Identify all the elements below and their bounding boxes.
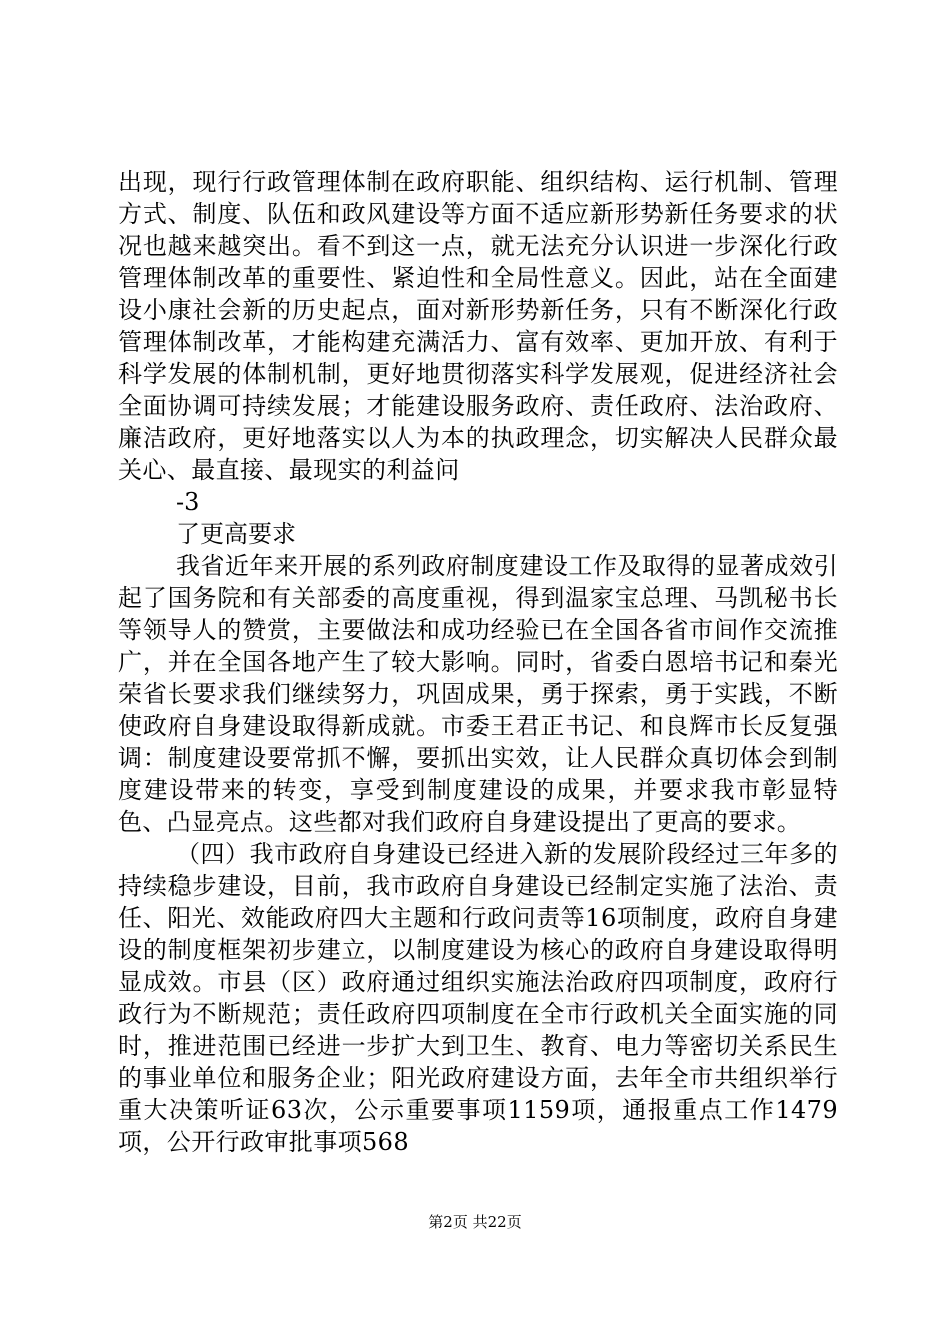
paragraph-provincial-achievements: 我省近年来开展的系列政府制度建设工作及取得的显著成效引起了国务院和有关部委的高度重视，得到温家宝总理、马凯秘书长等领导人的赞赏，主要做法和成功经验已在全国各省市间作交流推广，并在全国各地产生了较大影响。同时，省委白恩培书记和秦光荣省长要求我们继续努力，巩固成果，勇于探索，勇于实践，不断使政府自身建设取得新成就。市委王君正书记、和良辉市长反复强调：制度建设要常抓不懈，要抓出实效，让人民群众真切体会到制度建设带来的转变，享受到制度建设的成果，并要求我市彰显特色、凸显亮点。这些都对我们政府自身建设提出了更高的要求。 bbox=[118, 552, 838, 836]
document-body bbox=[118, 166, 838, 1158]
page-break-marker: -3 bbox=[176, 488, 200, 516]
paragraph-reform-significance: 出现，现行行政管理体制在政府职能、组织结构、运行机制、管理方式、制度、队伍和政风建设等方面不适应新形势新任务要求的状况也越来越突出。看不到这一点，就无法充分认识进一步深化行政管理体制改革的重要性、紧迫性和全局性意义。因此，站在全面建设小康社会新的历史起点，面对新形势新任务，只有不断深化行政管理体制改革，才能构建充满活力、富有效率、更加开放、有利于科学发展的体制机制，更好地贯彻落实科学发展观，促进经济社会全面协调可持续发展；才能建设服务政府、责任政府、法治政府、廉洁政府，更好地落实以人为本的执政理念，切实解决人民群众最关心、最直接、最现实的利益问 bbox=[118, 168, 838, 484]
paragraph-fragment-heading: 了更高要求 bbox=[176, 520, 296, 548]
page-number-footer: 第2页 共22页 bbox=[428, 1213, 522, 1231]
paragraph-section-four: （四）我市政府自身建设已经进入新的发展阶段经过三年多的持续稳步建设，目前，我市政府自身建设已经制定实施了法治、责任、阳光、效能政府四大主题和行政问责等16项制度，政府自身建设的制度框架初步建立，以制度建设为核心的政府自身建设取得明显成效。市县（区）政府通过组织实施法治政府四项制度，政府行政行为不断规范；责任政府四项制度在全市行政机关全面实施的同时，推进范围已经进一步扩大到卫生、教育、电力等密切关系民生的事业单位和服务企业；阳光政府建设方面，去年全市共组织举行重大决策听证63次，公示重要事项1159项，通报重点工作1479项，公开行政审批事项568 bbox=[118, 840, 838, 1156]
